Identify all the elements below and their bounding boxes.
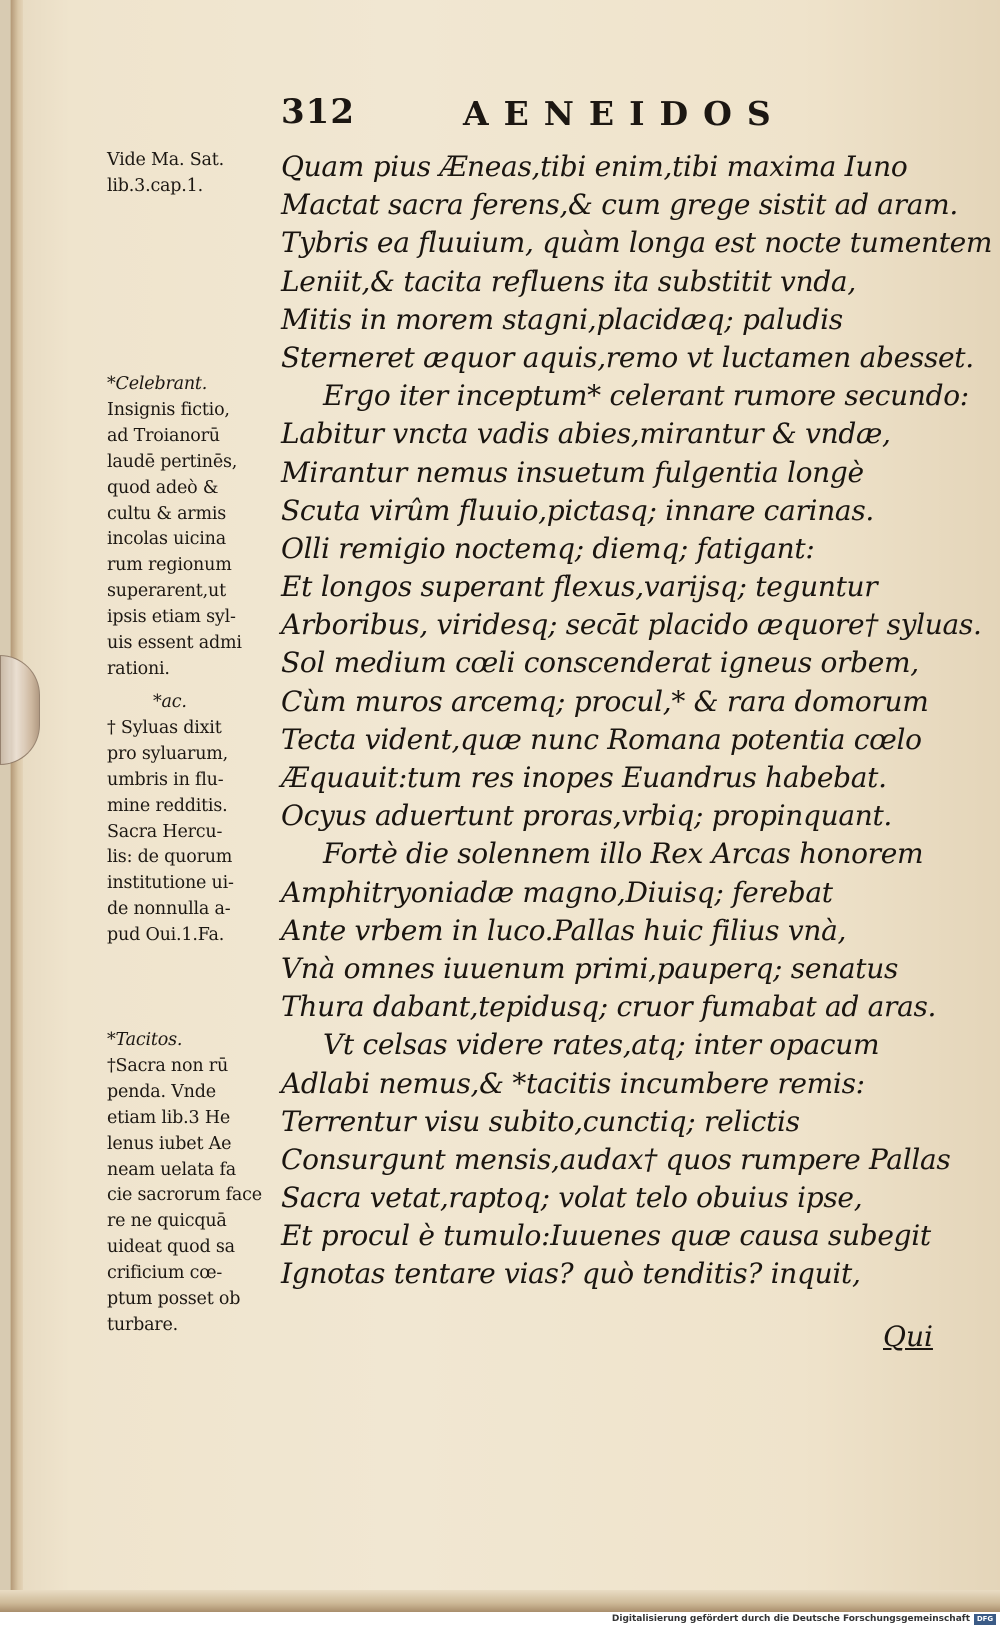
verse-line: Adlabi nemus,& *tacitis incumbere remis:: [281, 1066, 865, 1100]
margin-note-line: re ne quicquā: [107, 1211, 227, 1232]
verse-line: Mitis in morem stagni,placidæq; paludis: [281, 302, 843, 336]
verse-line: Leniit,& tacita refluens ita substitit vnda,: [281, 264, 856, 298]
margin-note-line: institutione ui-: [107, 873, 234, 894]
book-page: [10, 0, 1000, 1612]
verse-line: Ocyus aduertunt proras,vrbiq; propinquant.: [281, 799, 893, 833]
verse-line: Tybris ea fluuium, quàm longa est nocte tumentem: [281, 226, 993, 260]
margin-note-line: uis essent admi: [107, 633, 242, 654]
margin-note-line: pud Oui.1.Fa.: [107, 925, 225, 946]
verse-line: Sterneret æquor aquis,remo vt luctamen abesset.: [281, 340, 974, 374]
margin-note-line: ipsis etiam syl-: [107, 607, 236, 628]
verse-line: Vt celsas videre rates,atq; inter opacum: [323, 1028, 880, 1062]
catchword: Qui: [883, 1320, 933, 1353]
margin-note-line: rum regionum: [107, 555, 232, 576]
margin-note: [107, 372, 275, 683]
verse-line: Terrentur visu subito,cunctiq; relictis: [281, 1104, 800, 1138]
verse-line: Thura dabant,tepidusq; cruor fumabat ad aras.: [281, 990, 937, 1024]
verse-line: Et longos superant flexus,varijsq; teguntur: [281, 570, 878, 604]
margin-note-line: quod adeò &: [107, 477, 219, 498]
funding-credit: Digitalisierung gefördert durch die Deutsche Forschungsgemeinschaft: [611, 1614, 970, 1624]
verse-line: Consurgunt mensis,audax† quos rumpere Pallas: [281, 1142, 951, 1176]
margin-note-line: ptum posset ob: [107, 1289, 241, 1310]
margin-note-line: cultu & armis: [107, 503, 227, 524]
margin-note-line: lis: de quorum: [107, 847, 233, 868]
verse-line: Olli remigio noctemq; diemq; fatigant:: [281, 531, 815, 565]
verse-line: Tecta vident,quæ nunc Romana potentia cœlo: [281, 722, 922, 756]
verse-line: Labitur vncta vadis abies,mirantur & vndæ,: [281, 417, 891, 451]
verse-line: Scuta virûm fluuio,pictasq; innare carinas.: [281, 493, 874, 527]
verse-line: Arboribus, viridesq; secāt placido æquore† syluas.: [281, 608, 982, 642]
margin-note-lemma: *Tacitos.: [107, 1030, 183, 1050]
margin-note-line: Sacra Hercu-: [107, 821, 223, 842]
margin-note-line: umbris in flu-: [107, 769, 224, 790]
verse-line: Et procul è tumulo:Iuuenes quæ causa subegit: [281, 1219, 931, 1253]
verse-line: Vnà omnes iuuenum primi,pauperq; senatus: [281, 951, 899, 985]
margin-note-line: rationi.: [107, 658, 170, 679]
margin-note-line: incolas uicina: [107, 529, 226, 550]
verse-line: Ignotas tentare vias? quò tenditis? inquit,: [281, 1257, 861, 1291]
margin-note-line: Vide Ma. Sat.: [107, 150, 224, 170]
margin-note-line: † Syluas dixit: [107, 717, 222, 738]
digitization-footer: [0, 1612, 1000, 1628]
verse-line: Æquauit:tum res inopes Euandrus habebat.: [281, 761, 887, 794]
margin-note-line: †Sacra non rū: [107, 1055, 229, 1076]
verse-line: Sol medium cœli conscenderat igneus orbem,: [281, 646, 919, 680]
verse-line: Cùm muros arcemq; procul,* & rara domorum: [281, 684, 929, 718]
margin-note: [107, 148, 275, 200]
verse-line: Fortè die solennem illo Rex Arcas honorem: [323, 837, 924, 871]
margin-note-line: crificium cœ-: [107, 1263, 223, 1284]
running-title: AENEIDOS: [463, 94, 786, 133]
margin-note-line: neam uelata fa: [107, 1159, 237, 1180]
page-bottom-edge: [0, 1590, 1000, 1612]
margin-note-line: ad Troianorū: [107, 425, 220, 446]
verse-text: [281, 148, 993, 1294]
margin-note-lemma: *Celebrant.: [107, 374, 208, 394]
page-number: 312: [281, 92, 355, 132]
verse-line: Amphitryoniadæ magno,Diuisq; ferebat: [281, 875, 833, 909]
verse-line: Mactat sacra ferens,& cum grege sistit ad aram.: [281, 188, 959, 222]
margin-note-line: de nonnulla a-: [107, 899, 231, 920]
dfg-logo: DFG: [974, 1614, 996, 1625]
margin-note-line: lenus iubet Ae: [107, 1133, 232, 1154]
verse-line: Sacra vetat,raptoq; volat telo obuius ipse,: [281, 1181, 863, 1215]
margin-note-line: mine redditis.: [107, 795, 228, 816]
margin-note-line: cie sacrorum face: [107, 1185, 262, 1206]
verse-line: Ergo iter inceptum* celerant rumore secundo:: [323, 379, 969, 413]
margin-note-line: pro syluarum,: [107, 743, 229, 764]
page-header: [281, 92, 801, 138]
verse-line: Quam pius Æneas,tibi enim,tibi maxima Iuno: [281, 150, 908, 183]
verse-line: Ante vrbem in luco.Pallas huic filius vnà,: [281, 913, 847, 947]
margin-note-line: laudē pertinēs,: [107, 451, 238, 472]
verse-line: Mirantur nemus insuetum fulgentia longè: [281, 455, 864, 489]
margin-note-line: Insignis fictio,: [107, 399, 230, 420]
margin-note-lemma: *ac.: [153, 692, 187, 712]
page-gutter-edge: [11, 0, 23, 1612]
margin-note-line: penda. Vnde: [107, 1081, 216, 1102]
margin-note-line: lib.3.cap.1.: [107, 175, 203, 196]
margin-note-line: superarent,ut: [107, 581, 226, 602]
margin-note-line: uideat quod sa: [107, 1237, 235, 1258]
margin-note-line: turbare.: [107, 1314, 178, 1335]
margin-note: [107, 690, 275, 949]
margin-note: [107, 1028, 275, 1339]
margin-note-line: etiam lib.3 He: [107, 1107, 231, 1128]
